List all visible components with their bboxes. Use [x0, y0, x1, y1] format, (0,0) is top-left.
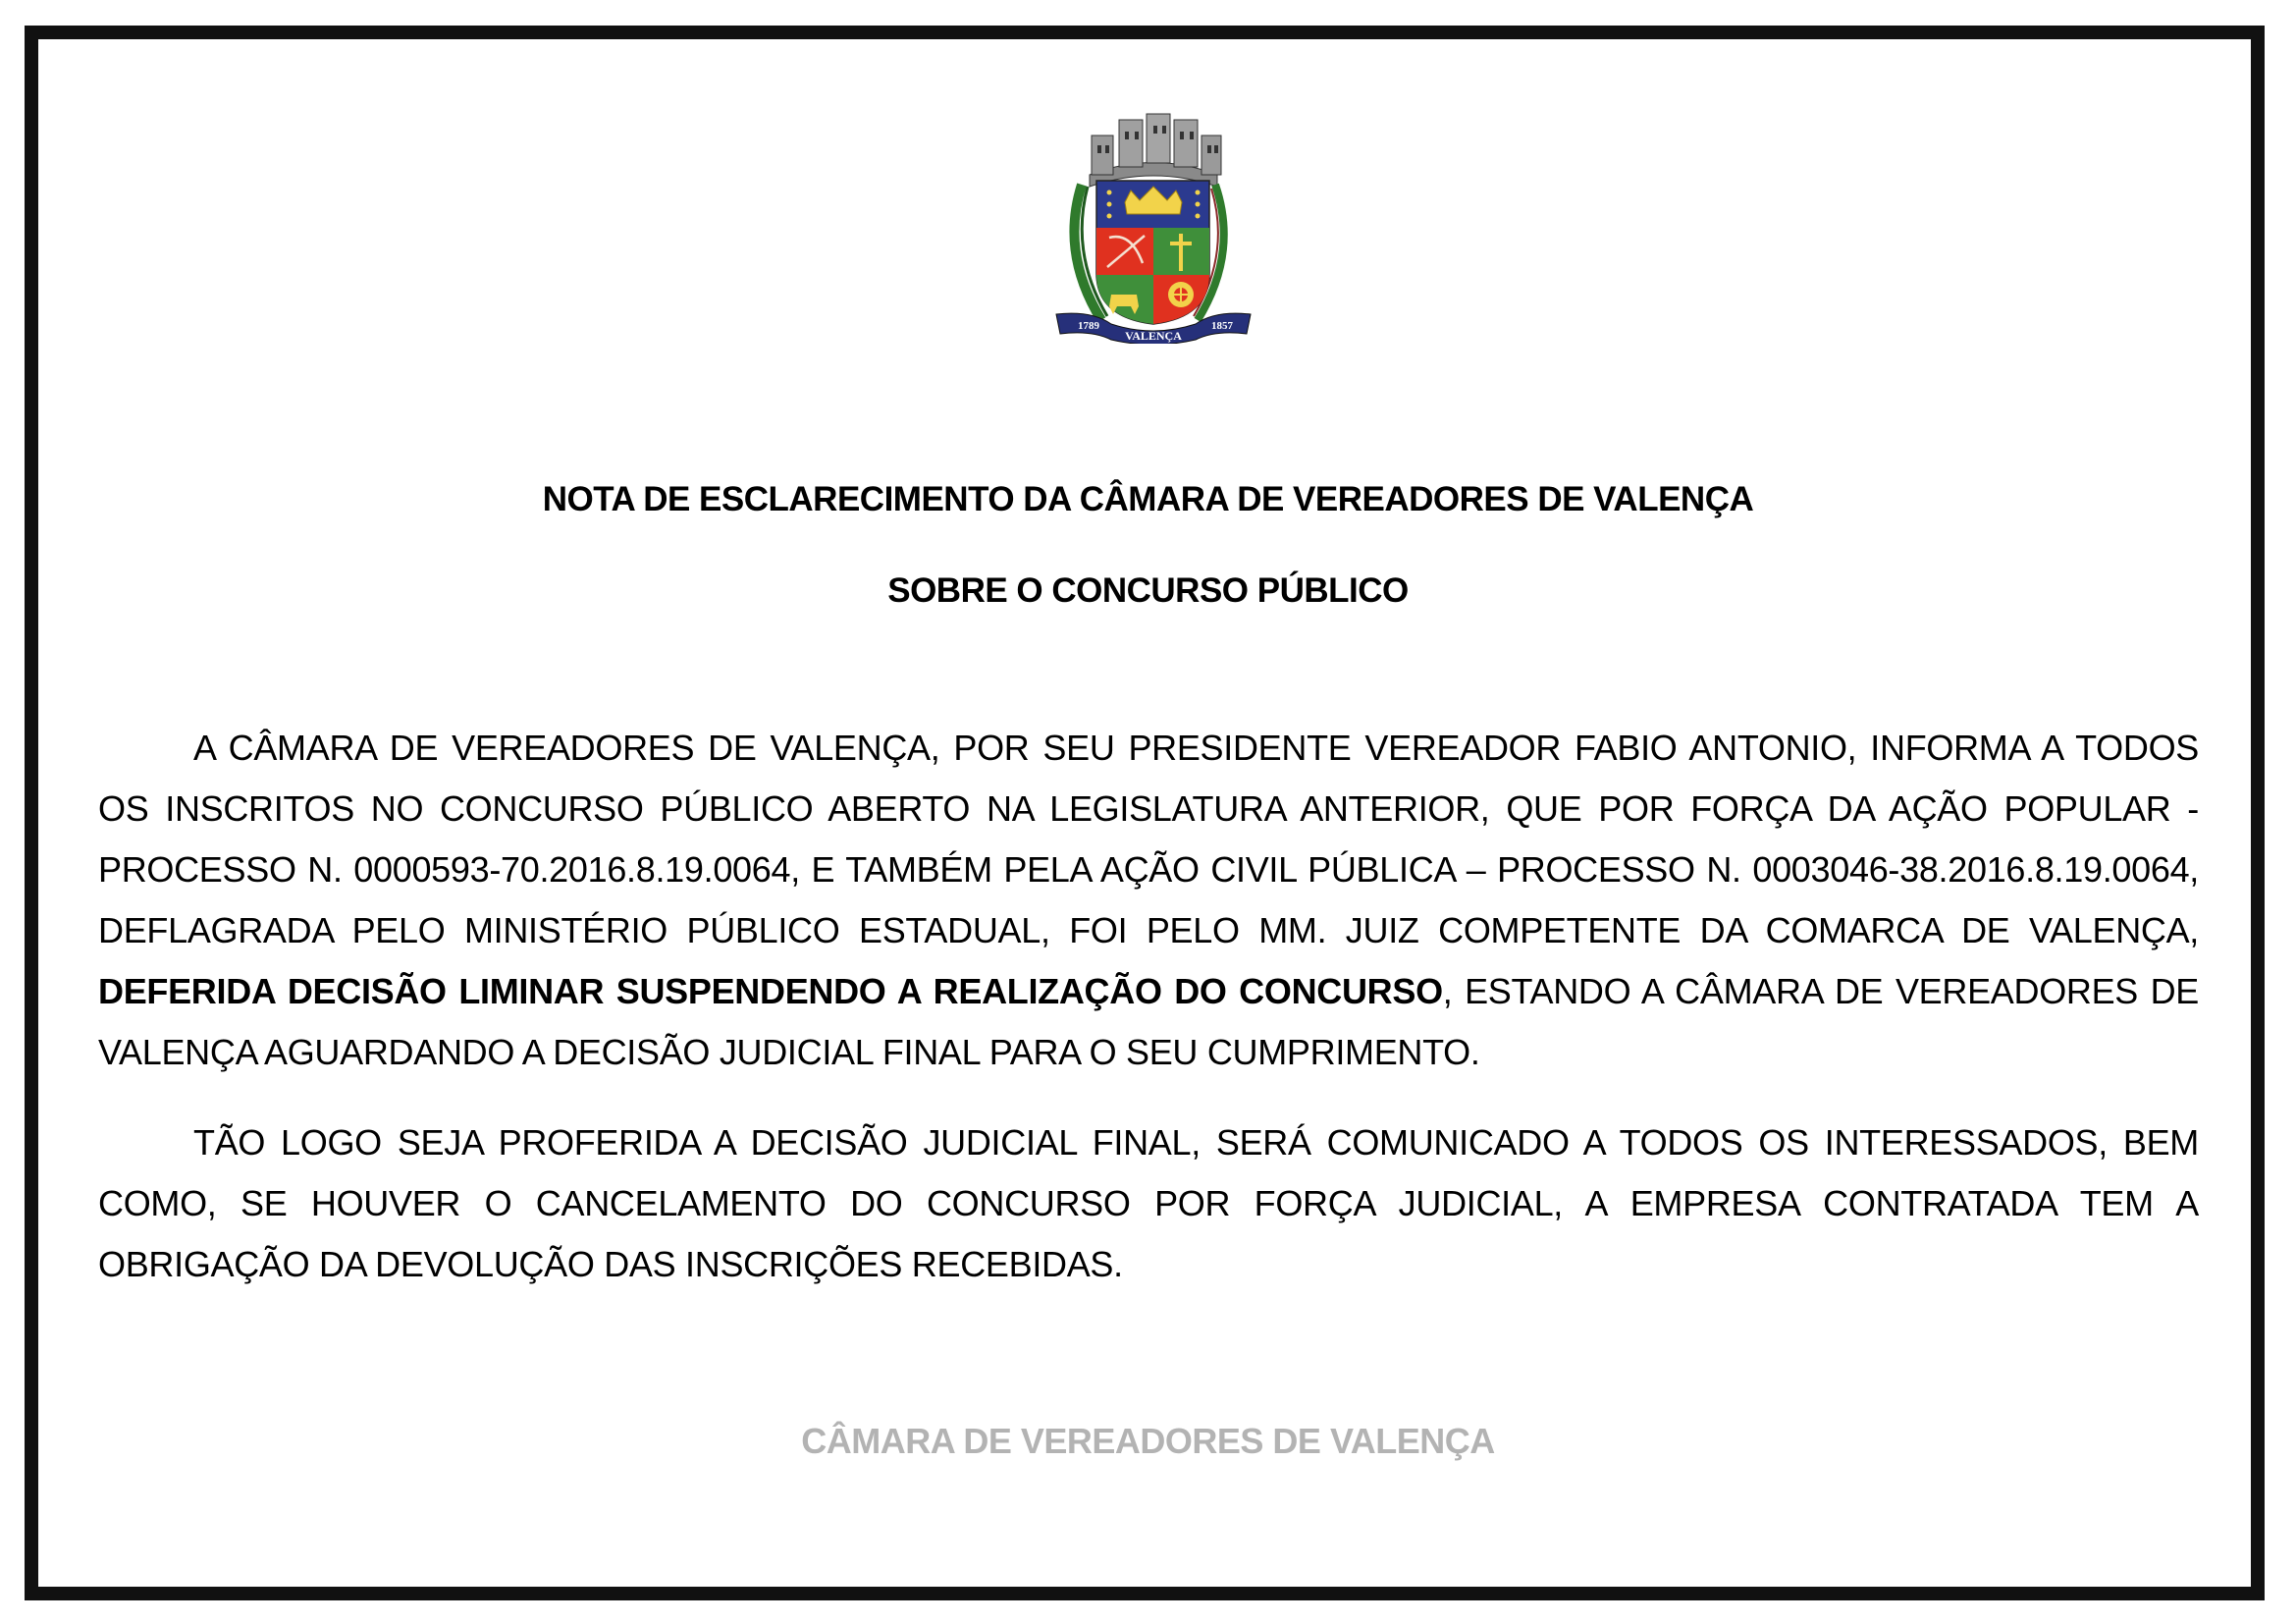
footer-signature: CÂMARA DE VEREADORES DE VALENÇA	[801, 1421, 1495, 1461]
paragraph-1-text-end: , ESTANDO A CÂMARA DE VEREADORES DE VALENÇA AGUARDANDO A DECISÃO JUDICIAL FINAL PARA O SEU CUMPRIMENTO.	[98, 971, 2199, 1072]
paragraph-1-text-start: A CÂMARA DE VEREADORES DE VALENÇA, POR SEU PRESIDENTE VEREADOR FABIO ANTONIO, INFORMA A TODOS OS INSCRITOS NO CONCURSO PÚBLICO ABERTO NA LEGISLATURA ANTERIOR, QUE POR FORÇA DA AÇÃO POPULAR - PROCESSO N. 0000593-70.2016.8.19.0064, E TAMBÉM PELA AÇÃO CIVIL PÚBLICA – PROCESSO N. 0003046-38.2016.8.19.0064, DEFLAGRADA PELO MINISTÉRIO PÚBLICO ESTADUAL, FOI PELO MM. JUIZ COMPETENTE DA COMARCA DE VALENÇA,	[98, 728, 2199, 950]
banner-year-left: 1789	[1078, 320, 1099, 332]
valenca-coat-of-arms	[1052, 106, 1255, 344]
paragraph-1-bold-highlight: DEFERIDA DECISÃO LIMINAR SUSPENDENDO A REALIZAÇÃO DO CONCURSO	[98, 971, 1443, 1011]
shield-icon	[1096, 181, 1209, 324]
banner-city-name: VALENÇA	[1125, 329, 1182, 343]
document-title: NOTA DE ESCLARECIMENTO DA CÂMARA DE VEREADORES DE VALENÇA	[542, 480, 1754, 518]
banner-year-right: 1857	[1211, 320, 1233, 332]
document-subtitle: SOBRE O CONCURSO PÚBLICO	[887, 571, 1409, 610]
mural-crown-icon	[1090, 114, 1221, 187]
paragraph-2: TÃO LOGO SEJA PROFERIDA A DECISÃO JUDICIAL FINAL, SERÁ COMUNICADO A TODOS OS INTERESSADOS, BEM COMO, SE HOUVER O CANCELAMENTO DO CONCURSO POR FORÇA JUDICIAL, A EMPRESA CONTRATADA TEM A OBRIGAÇÃO DA DEVOLUÇÃO DAS INSCRIÇÕES RECEBIDAS.	[98, 1122, 2199, 1284]
paragraph-1	[98, 718, 2199, 1083]
coat-of-arms-icon	[1052, 106, 1255, 344]
